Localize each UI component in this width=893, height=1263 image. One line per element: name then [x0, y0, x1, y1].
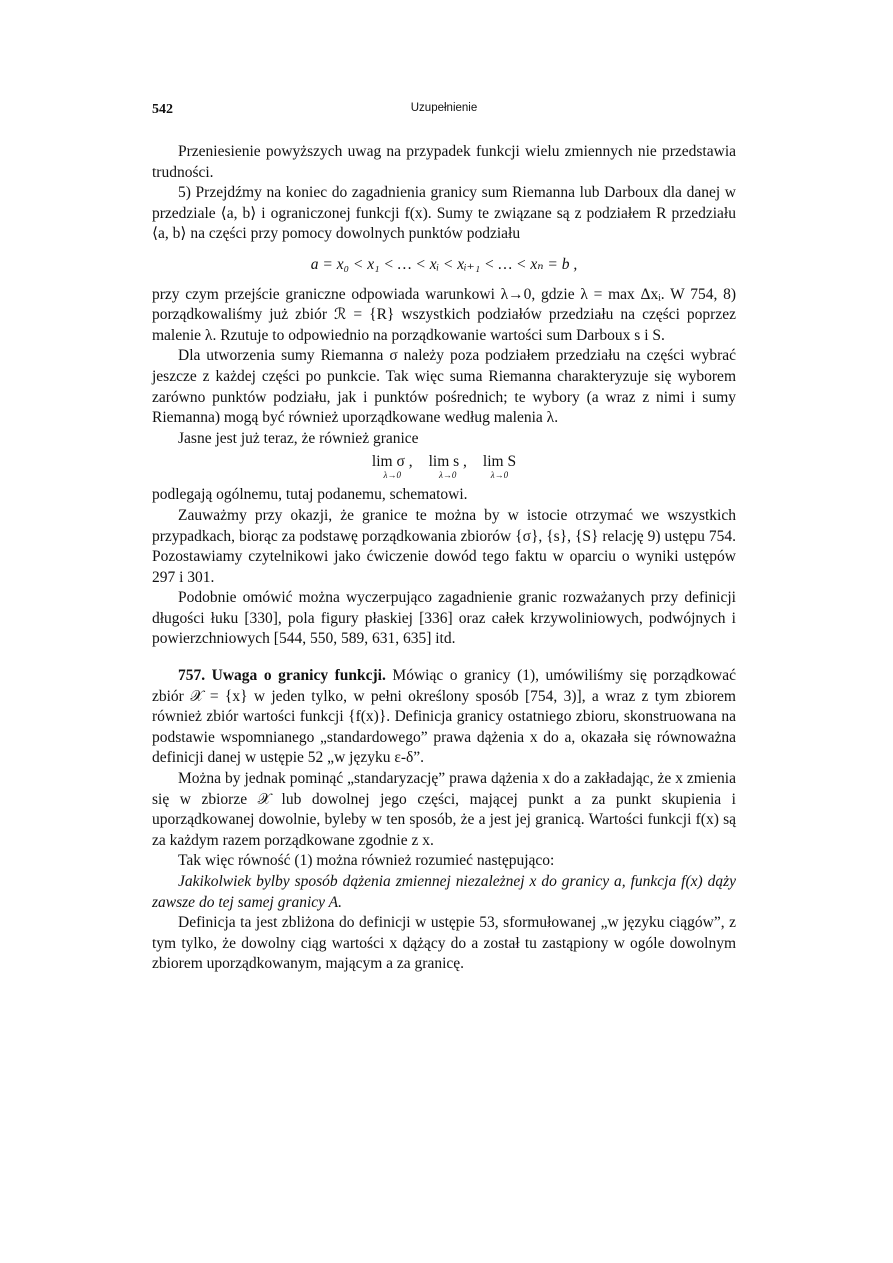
equation-partition: a = x₀ < x₁ < … < xᵢ < xᵢ₊₁ < … < xₙ = b ,	[310, 255, 578, 273]
paragraph: Jasne jest już teraz, że również granice	[178, 429, 419, 447]
limit-expression: lim S	[482, 453, 517, 471]
paragraph: 5) Przejdźmy na koniec do zagadnienia granicy sum Riemanna lub Darboux dla danej w przedziale ⟨a, b⟩ i ograniczonej funkcji f(x). Sumy te związane są z podziałem R przedziału ⟨a, b⟩ na części przy pomocy dowolnych punktów podziału	[152, 184, 736, 243]
page-header	[152, 102, 736, 122]
limit-subscript: λ→0	[439, 470, 457, 481]
page-number: 542	[152, 102, 173, 117]
section-heading: 757. Uwaga o granicy funkcji.	[178, 667, 386, 685]
running-head: Uzupełnienie	[410, 102, 478, 114]
paragraph: podlegają ogólnemu, tutaj podanemu, schematowi.	[152, 486, 468, 504]
limit-subscript: λ→0	[490, 470, 509, 481]
section-757-intro	[152, 666, 736, 769]
paragraph: przy czym przejście graniczne odpowiada warunkowi λ→0, gdzie λ = max Δxᵢ. W 754, 8) porządkowaliśmy już zbiór ℛ = {R} wszystkich podziałów przedziału na części poprzez malenie λ. Rzutuje to odpowiednio na porządkowanie wartości sum Darboux s i S.	[152, 285, 736, 344]
limit-expression: lim s ,	[428, 453, 467, 471]
paragraph: Tak więc równość (1) można również rozumieć następująco:	[178, 852, 555, 870]
paragraph: Zauważmy przy okazji, że granice te można by w istocie otrzymać we wszystkich przypadkach, biorąc za podstawę porządkowania zbiorów {σ}, {s}, {S} relację 9) ustępu 754. Pozostawiamy czytelnikowi jako ćwiczenie dowód tego faktu w oparciu o wyniki ustępów 297 i 301.	[152, 506, 736, 586]
paragraph: Dla utworzenia sumy Riemanna σ należy poza podziałem przedziału na części wybrać jeszcze z każdej części po punkcie. Tak więc suma Riemanna charakteryzuje się wyborem zarówno punktów podziału, jak i punktów pośrednich; te wybory (a wraz z nimi i sumy Riemanna) mogą być również uporządkowane według malenia λ.	[152, 347, 736, 427]
paragraph: Definicja ta jest zbliżona do definicji w ustępie 53, sformułowanej „w języku ciągów”, z tym tylko, że dowolny ciąg wartości x dążący do a został tu zastąpiony w ogóle dowolnym zbiorem uporządkowanym, mającym a za granicę.	[152, 914, 736, 973]
limit-S	[483, 454, 516, 481]
paragraph: Podobnie omówić można wyczerpująco zagadnienie granic rozważanych przy definicji długości łuku [330], pola figury płaskiej [336] oraz całek krzywoliniowych, podwójnych i powierzchniowych [544, 550, 589, 631, 635] itd.	[152, 589, 736, 648]
paragraph: Przeniesienie powyższych uwag na przypadek funkcji wielu zmiennych nie przedstawia trudności.	[152, 143, 736, 181]
limit-sigma	[372, 454, 413, 481]
limit-expression: lim σ ,	[371, 453, 413, 471]
body-text	[152, 142, 736, 975]
section-intro-text: Mówiąc o granicy (1), umówiliśmy się porządkować zbiór 𝒳 = {x} w jeden tylko, w pełni określony sposób [754, 3)], a wraz z tym zbiorem również zbiór wartości funkcji {f(x)}. Definicja granicy ostatniego zbioru, skonstruowana na podstawie wspomnianego „standardowego” prawa dążenia x do a, okazała się równoważna definicji danej w ustępie 52 „w języku ε-δ”.	[152, 667, 736, 767]
theorem-statement: Jakikolwiek bylby sposób dążenia zmiennej niezależnej x do granicy a, funkcja f(x) dąży zawsze do tej samej granicy A.	[152, 873, 736, 911]
limits-display	[152, 454, 736, 481]
limit-s	[429, 454, 467, 481]
paragraph: Można by jednak pominąć „standaryzację” prawa dążenia x do a zakładając, że x zmienia się w zbiorze 𝒳 lub dowolnej jego części, mającej punkt a za punkt skupienia i uporządkowanej dowolnie, byleby w ten sposób, że a jest jej granicą. Wartości funkcji f(x) są za każdym razem porządkowane zgodnie z x.	[152, 770, 736, 849]
limit-subscript: λ→0	[383, 470, 401, 481]
